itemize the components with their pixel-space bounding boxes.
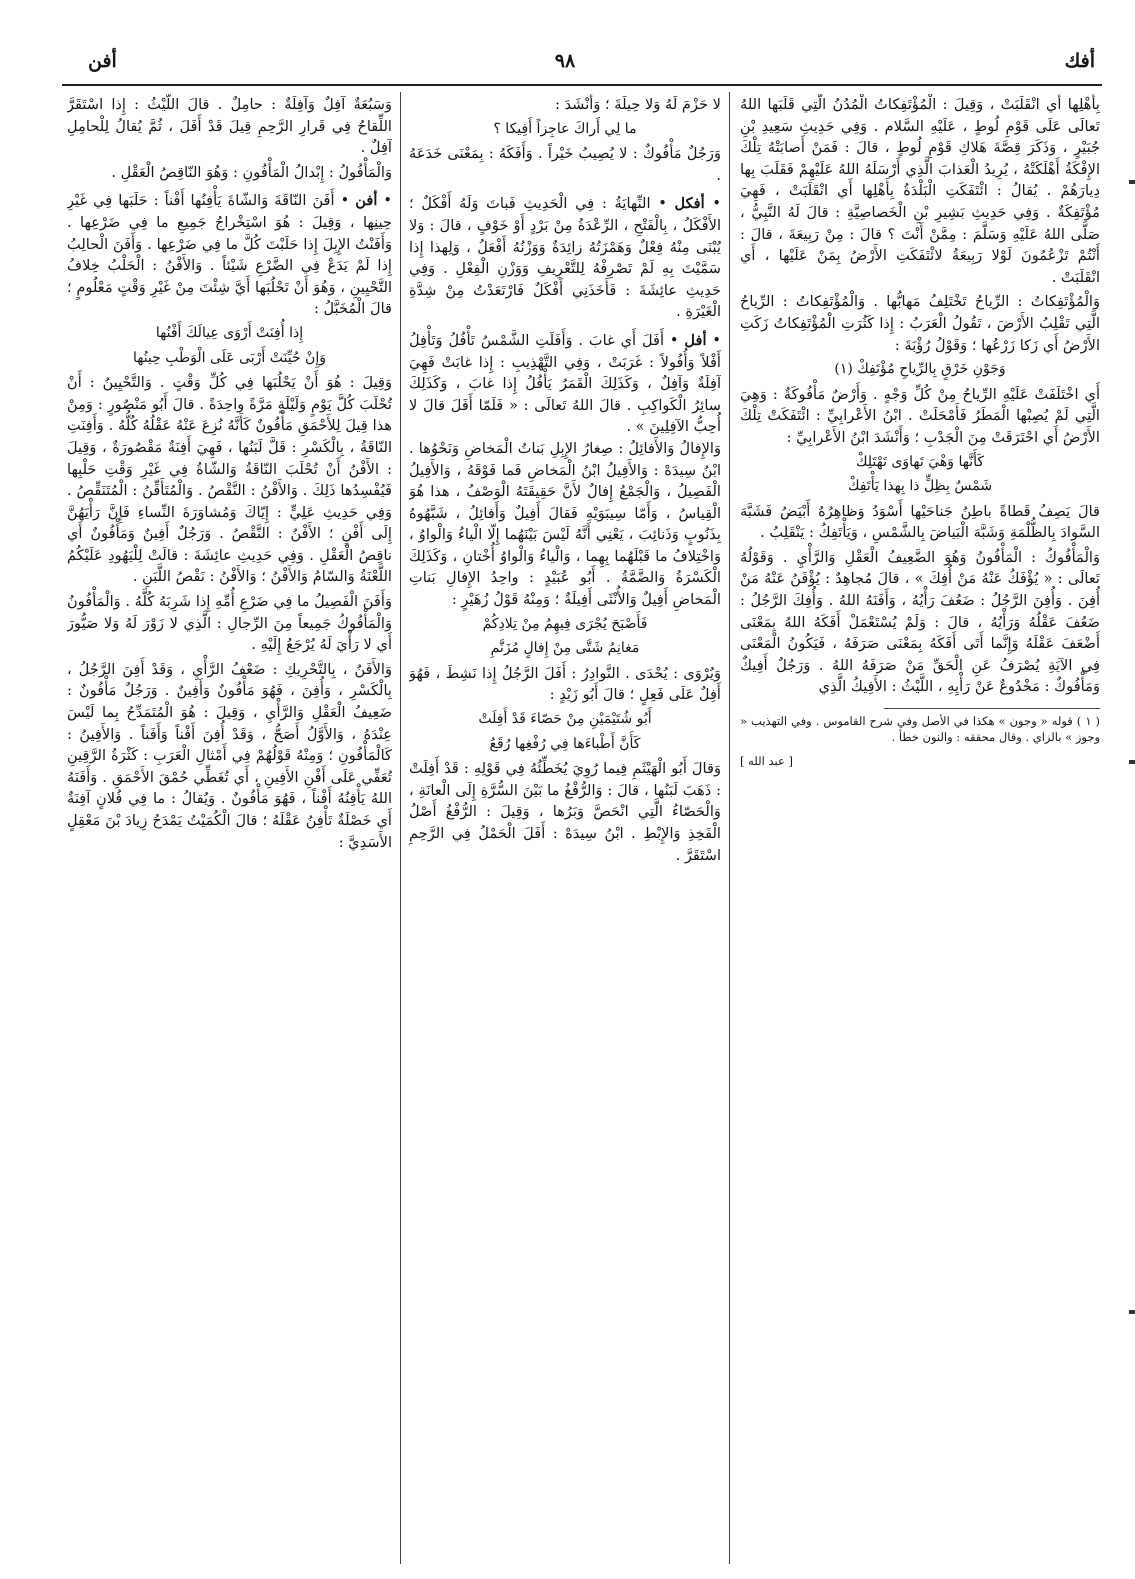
margin-mark: [1129, 760, 1135, 764]
margin-mark: [1129, 180, 1135, 184]
entry-bullet-icon: •: [706, 331, 721, 349]
entry-text: أَفَلَ أَي غابَ . وَأَفَلَتِ الشَّمْسُ تَأْفُلُ وَتَأْفِلُ أَفْلاً وَأُفُولاً : غَرَبَتْ ، وَفِي التَّهْذِيبِ : إِذا غابَتْ فَهِيَ آفِلَةٌ وَآفِلٌ ، وَكَذَلِكَ الْقَمَرُ يَأْفُلُ إِذا غابَ ، وَكَذَلِكَ سائِرُ الْكَواكِبِ . قالَ اللهُ تَعالَى : « فَلَمّا أَفَلَ قالَ لا أُحِبُّ الآفِلِينَ » .: [409, 331, 721, 436]
paragraph: وَقِيلَ : هُوَ أَنْ يَحْلُبَها فِي كُلِّ وَقْتٍ . وَالتَّحْيِينُ : أَنْ تُحْلَبَ كُلَّ يَوْمٍ وَلَيْلَةٍ مَرَّةً واحِدَةً . قالَ أَبُو مَنْصُورٍ : وَمِنْ هذا قِيلَ لِلأَحْمَقِ مَأْفُونٌ كَأَنَّهُ نُزِعَ عَنْهُ عَقْلُهُ كُلُّهُ . وَأَفِنَتِ النّاقَةُ ، بِالْكَسْرِ : قَلَّ لَبَنُها ، فَهِيَ أَفِنَةٌ مَقْصُورَةٌ ، وَقِيلَ : الأَفْنُ أَنْ تُحْلَبَ النّاقَةُ وَالشّاةُ فِي غَيْرِ وَقْتِ حَلْبِها فَيُفْسِدُها ذَلِكَ . وَالأَفْنُ : النَّقْصُ . وَالْمُتَأَفِّنُ : الْمُتَنَقِّصُ . وَفِي حَدِيثِ عَلِيٍّ : إِيّاكَ وَمُشاوَرَةَ النِّساءِ فَإِنَّ رَأْيَهُنَّ إِلَى أَفْنٍ ؛ الأَفْنُ : النَّقْصُ . وَرَجُلٌ أَفِينٌ وَمَأْفُونٌ أَي ناقِصُ الْعَقْلِ . وَفِي حَدِيثِ عائِشَةَ : قالَتْ لِلْيَهُودِ عَلَيْكُمُ اللَّعْنَةُ وَالسّامُ وَالأَفْنُ ؛ وَالأَفْنُ : نَقْصُ اللَّبَنِ .: [67, 374, 392, 586]
paragraph: وَرَجُلٌ مَأْفُوكٌ : لا يُصِيبُ خَيْراً . وَأَفَكَهُ : بِمَعْنَى خَدَعَهُ .: [409, 145, 721, 184]
verse-line: شَمْسٌ بِظِلٍّ ذا بِهذا يَأْتَفِكْ: [847, 478, 993, 495]
paragraph: وَالأَفَنُ ، بِالتَّحْرِيكِ : ضَعْفُ الرَّأْيِ ، وَقَدْ أَفِنَ الرَّجُلُ ، بِالْكَسْرِ ، وَأُفِنَ ، فَهُوَ مَأْفُونٌ وَأَفِينٌ . وَرَجُلٌ مَأْفُونٌ : ضَعِيفُ الْعَقْلِ وَالرَّأْيِ ، وَقِيلَ : هُوَ الْمُتَمَدِّحُ بِما لَيْسَ عِنْدَهُ ، وَالأَوَّلُ أَصَحُّ ، وَقَدْ أُفِنَ أَفْناً وَأَفَناً . وَالأَفِينُ : كَالْمَأْفُونِ ؛ وَمِنْهُ قَوْلُهُمْ فِي أَمْثالِ الْعَرَبِ : كَثْرَةُ الرَّقِينِ تُعَفِّي عَلَى أَفْنِ الأَفِينِ ، أَي تُغَطِّي حُمْقَ الأَحْمَقِ . وَأَفَنَهُ اللهُ يَأْفِنُهُ أَفْناً ، فَهُوَ مَأْفُونٌ . وَيُقالُ : ما فِي فُلانٍ آفِنَةٌ أَي خَصْلَةٌ تَأْفِنُ عَقْلَهُ ؛ قالَ الْكُمَيْتُ يَمْدَحُ زِيادَ بْنَ مَعْقِلٍ الأَسَدِيَّ :: [67, 660, 392, 851]
column-right: [740, 94, 1100, 1554]
paragraph: وَيُرْوَى : يُحْدَى . النَّوادِرُ : أَفَلَ الرَّجُلُ إِذا نَشِطَ ، فَهُوَ أَفِلٌ عَلَى فَعِلٍ ؛ قالَ أَبُو زَيْدٍ :: [409, 664, 721, 704]
column-left: [67, 94, 392, 1554]
paragraph: وَالإِفالُ وَالأَفائِلُ : صِغارُ الإِبِلِ بَناتُ الْمَخاضِ وَنَحْوُها . ابْنُ سِيدَهْ : وَالأَفِيلُ ابْنُ الْمَخاضِ فَما فَوْقَهُ ، وَالأَفِيلُ الْفَصِيلُ ، وَالْجَمْعُ إِفالٌ لأَنَّ حَقِيقَتَهُ الْوَصْفُ ، هذا هُوَ الْقِياسُ ، وَأَمّا سِيبَوَيْهِ فَقالَ أَفِيلٌ وَأَفائِلُ ، شَبَّهُوهُ بِذَنُوبٍ وَذَنائِبَ ، يَعْنِي أَنَّهُ لَيْسَ بَيْنَهُما إِلّا الْياءُ وَالْواوُ ، وَاخْتِلافُ ما قَبْلَهُما بِهِما ، وَالْياءُ وَالْواوُ أُخْتانِ ، وَكَذَلِكَ الْكَسْرَةُ وَالضَّمَّةُ . أَبُو عُبَيْدٍ : واحِدُ الإِفالِ بَناتِ الْمَخاضِ أَفِيلٌ وَالأُنْثَى أَفِيلَةٌ ؛ وَمِنْهُ قَوْلُ زُهَيْرٍ :: [409, 439, 721, 609]
verse-line: إِذا أُفِنَتْ أَرْوَى عِيالَكَ أَفْنُها: [155, 324, 304, 341]
paragraph: وَالْمَأْفُوكُ : الْمَأْفُونُ وَهُوَ الضَّعِيفُ الْعَقْلِ وَالرَّأْيِ . وَقَوْلُهُ تَعالَى : « يُؤْفَكُ عَنْهُ مَنْ أُفِكَ » ، قالَ مُجاهِدٌ : يُؤْفَنُ عَنْهُ مَنْ أُفِنَ . وَأُفِنَ الرَّجُلُ : ضَعُفَ رَأْيُهُ ، وَأَفَنَهُ اللهُ . وَأُفِكَ الرَّجُلُ : ضَعُفَ عَقْلُهُ وَرَأْيُهُ ، قالَ : وَلَمْ يُسْتَعْمَلْ أَفَكَهُ اللهُ بِمَعْنَى أَضْعَفَ عَقْلَهُ وَإِنَّما أَتَى أَفَكَهُ بِمَعْنَى صَرَفَهُ ، فَيَكُونُ الْمَعْنَى فِي الآيَةِ يُصْرَفُ عَنِ الْحَقِّ مَنْ صَرَفَهُ اللهُ . وَرَجُلٌ أَفِيكٌ وَمَأْفُوكٌ : مَخْدُوعٌ عَنْ رَأْيِهِ ، اللَّيْثُ : الأَفِيكُ الَّذِي: [740, 548, 1100, 696]
paragraph: وَسَبُعَةٌ آفِلٌ وَآفِلَةٌ : حامِلٌ . قالَ اللَّيْثُ : إِذا اسْتَقَرَّ اللِّقاحُ فِي قَرارِ الرَّحِمِ قِيلَ قَدْ أَفَلَ ، ثُمَّ يُقالُ لِلْحامِلِ آفِلٌ .: [67, 96, 392, 157]
paragraph: أَي اخْتَلَفَتْ عَلَيْهِ الرِّياحُ مِنْ كُلِّ وَجْهٍ . وَأَرْضٌ مَأْفُوكَةٌ : وَهِيَ الَّتِي لَمْ يُصِبْها الْمَطَرُ فَأَمْحَلَتْ . ابْنُ الأَعْرابِيِّ : ائْتَفَكَتْ تِلْكَ الأَرْضُ أَي احْتَرَقَتْ مِنَ الْجَدْبِ ؛ وَأَنْشَدَ ابْنُ الأَعْرابِيِّ :: [740, 385, 1100, 446]
paragraph: وَأَفَنَ الْفَصِيلُ ما فِي ضَرْعِ أُمِّهِ إِذا شَرِبَهُ كُلَّهُ . وَالْمَأْفُونُ وَالْمَأْفُوكُ جَمِيعاً مِنَ الرِّجالِ : الَّذِي لا زَوْرَ لَهُ وَلا صَيُّورَ أَي لا رَأْيَ لَهُ يُرْجَعُ إِلَيْهِ .: [67, 593, 392, 654]
entry-text: النِّهايَةُ : فِي الْحَدِيثِ فَباتَ وَلَهُ أَفْكَلٌ ؛ الأَفْكَلُ ، بِالْفَتْحِ ، الرِّعْدَةُ مِنْ بَرْدٍ أَوْ خَوْفٍ ، قالَ : وَلا يُبْنَى مِنْهُ فِعْلٌ وَهَمْزَتُهُ زائِدَةٌ وَوَزْنُهُ أَفْعَلُ ، وَلِهذا إِذا سَمَّيْتَ بِهِ لَمْ تَصْرِفْهُ لِلتَّعْرِيفِ وَوَزْنِ الْفِعْلِ . وَفِي حَدِيثِ عائِشَةَ : فَأَخَذَنِي أَفْكَلٌ فَارْتَعَدْتُ مِنْ شِدَّةِ الْغَيْرَةِ .: [409, 195, 721, 321]
entry-text: أَفَنَ النّاقَةَ وَالشّاةَ يَأْفِنُها أَفْناً : حَلَبَها فِي غَيْرِ حِينِها ، وَقِيلَ : هُوَ اسْتِخْراجُ جَمِيعِ ما فِي ضَرْعِها . وَأَفَنْتُ الإِبِلَ إِذا حَلَبْتَ كُلَّ ما فِي ضَرْعِها . وَأَفَنَ الْحالِبُ إِذا لَمْ يَدَعْ فِي الضَّرْعِ شَيْئاً . وَالأَفْنُ : الْحَلْبُ خِلافُ التَّحْيِينِ ، وَهُوَ أَنْ تَحْلُبَها أَيَّ شِئْتَ مِنْ غَيْرِ وَقْتٍ مَعْلُومٍ ؛ قالَ الْمُخَبَّلُ :: [67, 192, 392, 318]
paragraph: بِأَهْلِها أَي انْقَلَبَتْ ، وَقِيلَ : الْمُؤْتَفِكاتُ الْمُدُنُ الَّتِي قَلَبَها اللهُ تَعالَى عَلَى قَوْمِ لُوطٍ ، عَلَيْهِ السَّلام . وَفِي حَدِيثِ سَعِيدِ بْنِ جُبَيْرٍ ، وَذَكَرَ قِصَّةَ هَلاكِ قَوْمِ لُوطٍ ، قالَ : فَمَنْ أَصابَتْهُ تِلْكَ الإِفْكَةُ أَهْلَكَتْهُ ، يُرِيدُ الْعَذابَ الَّذِي أَرْسَلَهُ اللهُ عَلَيْهِمْ فَقَلَبَ بِها دِيارَهُمْ . يُقالُ : ائْتَفَكَتِ الْبَلْدَةُ بِأَهْلِها أَي انْقَلَبَتْ ، فَهِيَ مُؤْتَفِكَةٌ . وَفِي حَدِيثِ بَشِيرِ بْنِ الْخَصاصِيَّةِ : قالَ لَهُ النَّبِيُّ ، صَلَّى اللهُ عَلَيْهِ وَسَلَّمَ : مِمَّنْ أَنْتَ ؟ قالَ : مِنْ رَبِيعَةَ ، قالَ : أَنْتُمْ تَزْعُمُونَ لَوْلا رَبِيعَةُ لائْتَفَكَتِ الأَرْضُ بِمَنْ عَلَيْها ، أَي انْقَلَبَتْ .: [740, 96, 1100, 286]
dictionary-entry: [409, 193, 721, 323]
dictionary-entry: [67, 190, 392, 320]
page-header-left-keyword: أفن: [88, 50, 117, 72]
paragraph: وَقالَ أَبُو الْهَيْثَمِ فِيما رُوِيَ يُخَطِّئُهُ فِي قَوْلِهِ : قَدْ أَفِلَتْ : ذَهَبَ لَبَنُها ، قالَ : وَالرُّفْغُ ما بَيْنَ السُّرَّةِ إِلَى الْعانَةِ ، وَالْحَصّاءُ الَّتِي انْحَصَّ وَبَرُها ، وَقِيلَ : الرُّفْغُ أَصْلُ الْفَخِذِ وَالإِبْطِ . ابْنُ سِيدَهْ : أَفَلَ الْحَمْلُ فِي الرَّحِمِ اسْتَقَرَّ .: [409, 760, 721, 864]
paragraph: وَالْمَأْفُولُ : إِبْدالُ الْمَأْفُونِ : وَهُوَ النّاقِصُ الْعَقْلِ .: [111, 163, 392, 181]
footnote: ( ١ ) قوله « وجون » هكذا في الأصل وفي شرح القاموس . وفي التهذيب « وجوز » بالزاي . وقال محققه : والنون خطأ .: [740, 714, 1100, 745]
entry-separator-icon: •: [334, 192, 356, 210]
footnote-rule: [884, 708, 1100, 709]
paragraph: قالَ يَصِفُ قَطاةً باطِنُ جَناحَيْها أَسْوَدُ وَظاهِرُهُ أَبْيَضُ فَشَبَّهَ السَّوادَ بِالظُّلْمَةِ وَشَبَّهَ الْبَياضَ بِالشَّمْسِ ، وَيَأْتَفِكُ : يَنْقَلِبُ .: [740, 502, 1100, 542]
column-middle: [409, 94, 721, 1554]
paragraph: لا حَزْمَ لَهُ وَلا حِيلَةَ ؛ وَأَنْشَدَ :: [554, 96, 721, 113]
entry-bullet-icon: •: [704, 195, 721, 213]
margin-mark: [1129, 1310, 1135, 1314]
entry-separator-icon: •: [650, 195, 675, 213]
entry-separator-icon: •: [664, 331, 685, 349]
column-divider-left: [400, 92, 401, 1564]
entry-bullet-icon: •: [377, 192, 392, 210]
entry-headword: أفل: [684, 331, 707, 349]
header-rule: [62, 84, 1102, 86]
page-header-right-keyword: أفك: [1064, 50, 1095, 72]
verse-line: وَإِنْ حُيِّنَتْ أَرْبَى عَلَى الْوَطْبِ حِينُها: [132, 349, 326, 366]
verse-line: فَأَصْبَحَ يُجْرَى فِيهِمُ مِنْ تِلادِكُمْ: [482, 615, 648, 632]
dictionary-entry: [409, 330, 721, 438]
verse-line: أَبُو شُتَيْمَيْنِ مِنْ حَصّاءَ قَدْ أَفِلَتْ: [478, 711, 652, 728]
paragraph: وَالْمُؤْتَفِكاتُ : الرِّياحُ تَخْتَلِفُ مَهابُّها . وَالْمُؤْتَفِكاتُ : الرِّياحُ الَّتِي تَقْلِبُ الأَرْضَ ، تَقُولُ الْعَرَبُ : إِذا كَثُرَتِ الْمُؤْتَفِكاتُ زَكَتِ الأَرْضُ أَي زَكا زَرْعُها ؛ وَقَوْلُ رُؤْبَةَ :: [740, 293, 1100, 354]
verse-line: مَغانِمُ شَتَّى مِنْ إِفالٍ مُزَنَّمِ: [490, 640, 640, 657]
entry-headword: أفن: [355, 192, 378, 210]
editor-signature: [ عبد الله ]: [740, 754, 793, 769]
verse-line: كَأَنَّها وَهْيَ تَهاوَى تَهْتَلِكْ: [855, 453, 985, 470]
verse-line: وَجَوْنِ خَرْقٍ بِالرِّياحِ مُؤْتَفِكْ (١): [834, 361, 1006, 378]
page-number: ٩٨: [554, 50, 576, 72]
column-divider-right: [729, 92, 730, 1564]
verse-line: كَأَنَّ أَطْباءَها فِي رُفْغِها رُقَعُ: [489, 735, 641, 752]
verse-line: ما لِي أَراكَ عاجِزاً أَفِيكا ؟: [493, 120, 637, 137]
entry-headword: أفكل: [674, 195, 705, 213]
